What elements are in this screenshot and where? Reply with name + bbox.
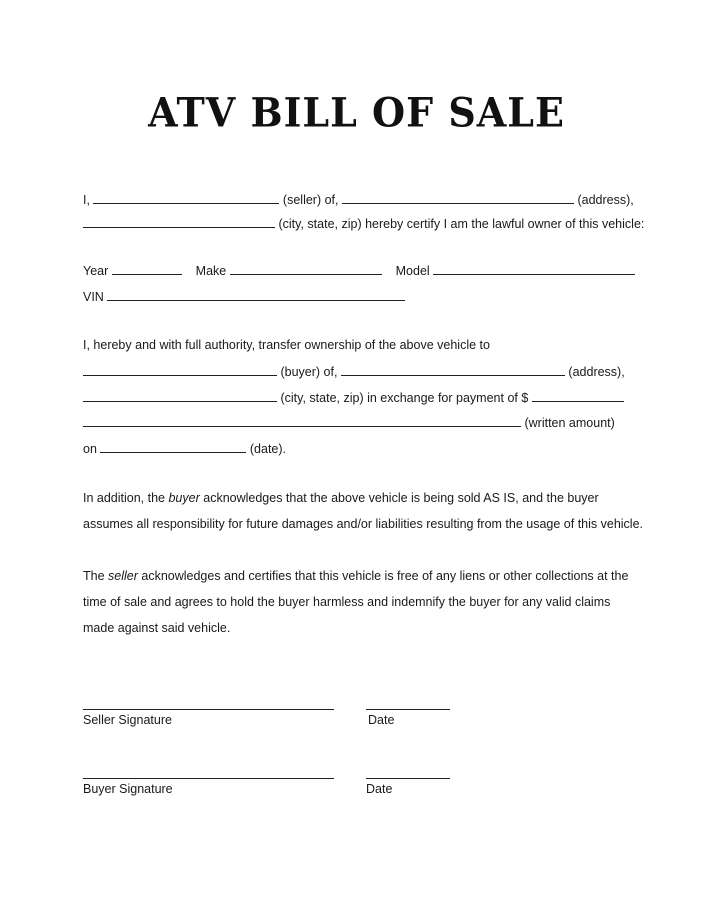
liens-text-start: The bbox=[83, 569, 109, 583]
written-amount-field[interactable] bbox=[83, 414, 521, 427]
buyer-line-2 bbox=[83, 389, 624, 406]
document-title: ATV BILL OF SALE bbox=[148, 88, 565, 137]
buyer-line-1 bbox=[83, 363, 625, 380]
year-label: Year bbox=[83, 264, 109, 278]
seller-address-field[interactable] bbox=[342, 191, 574, 204]
on-label: on bbox=[83, 442, 97, 456]
seller-address-label: (address), bbox=[577, 193, 634, 207]
sale-date-field[interactable] bbox=[100, 440, 246, 453]
seller-signature-field[interactable] bbox=[83, 709, 334, 710]
seller-line-2 bbox=[83, 215, 644, 232]
make-label: Make bbox=[195, 264, 227, 278]
seller-name-field[interactable] bbox=[93, 191, 279, 204]
vehicle-line bbox=[83, 262, 635, 279]
buyer-city-field[interactable] bbox=[83, 389, 277, 402]
seller-emphasis: seller bbox=[108, 569, 138, 583]
vin-line bbox=[83, 288, 405, 305]
buyer-emphasis: buyer bbox=[168, 491, 200, 505]
vin-label: VIN bbox=[83, 290, 104, 304]
as-is-text-start: In addition, the bbox=[83, 491, 169, 505]
buyer-address-field[interactable] bbox=[341, 363, 565, 376]
seller-date-label: Date bbox=[368, 713, 395, 727]
seller-intro-text: I, bbox=[83, 193, 90, 207]
as-is-paragraph bbox=[83, 485, 643, 537]
date-label: (date). bbox=[249, 442, 287, 456]
written-amount-label: (written amount) bbox=[524, 416, 615, 430]
make-field[interactable] bbox=[230, 262, 382, 275]
vin-field[interactable] bbox=[107, 288, 405, 301]
payment-amount-field[interactable] bbox=[532, 389, 624, 402]
seller-signature-label: Seller Signature bbox=[83, 713, 172, 727]
sale-date-line bbox=[83, 440, 286, 457]
as-is-text-end: acknowledges that the above vehicle is being sold AS IS, and the buyer assumes all responsibility for future damages and/or liabilities resulting from the usage of this vehicle. bbox=[83, 491, 643, 531]
model-field[interactable] bbox=[433, 262, 635, 275]
written-amount-line bbox=[83, 414, 615, 431]
model-label: Model bbox=[395, 264, 430, 278]
buyer-address-label: (address), bbox=[568, 365, 625, 379]
payment-label: (city, state, zip) in exchange for payment of $ bbox=[280, 391, 529, 405]
seller-line-1 bbox=[83, 191, 634, 208]
buyer-date-label: Date bbox=[366, 782, 393, 796]
year-field[interactable] bbox=[112, 262, 182, 275]
seller-label: (seller) of, bbox=[282, 193, 339, 207]
seller-date-field[interactable] bbox=[366, 709, 450, 710]
liens-text-end: acknowledges and certifies that this vehicle is free of any liens or other collections at the time of sale and agrees to hold the buyer harmless and indemnify the buyer for any valid claims made against said vehicle. bbox=[83, 569, 629, 635]
buyer-name-field[interactable] bbox=[83, 363, 277, 376]
buyer-signature-field[interactable] bbox=[83, 778, 334, 779]
seller-city-field[interactable] bbox=[83, 215, 275, 228]
buyer-label: (buyer) of, bbox=[280, 365, 338, 379]
liens-paragraph bbox=[83, 563, 643, 641]
transfer-intro: I, hereby and with full authority, transfer ownership of the above vehicle to bbox=[83, 338, 490, 352]
seller-city-label: (city, state, zip) hereby certify I am the lawful owner of this vehicle: bbox=[278, 217, 645, 231]
buyer-date-field[interactable] bbox=[366, 778, 450, 779]
buyer-signature-label: Buyer Signature bbox=[83, 782, 173, 796]
